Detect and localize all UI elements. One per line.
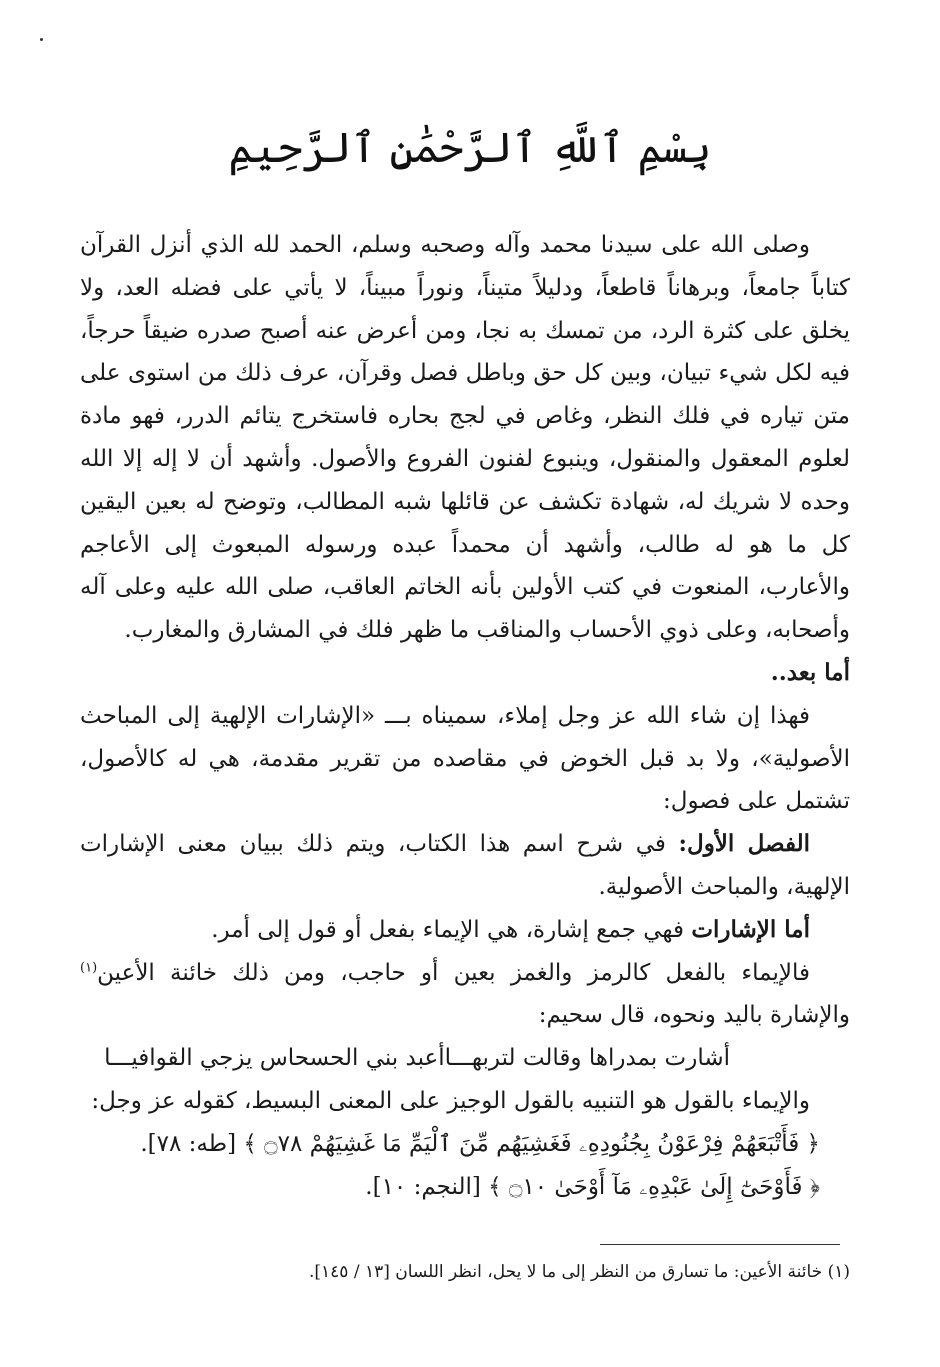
basmala-header: بِسْمِ ٱللَّهِ ٱلرَّحْمَٰنِ ٱلرَّحِيمِ — [228, 123, 712, 172]
isharat-heading: أما الإشارات — [691, 915, 810, 943]
poem-line — [80, 1037, 850, 1080]
opening-paragraph: وصلى الله على سيدنا محمد وآله وصحبه وسلم، الحمد لله الذي أنزل القرآن كتاباً جامعاً، وبرهاناً قاطعاً، ودليلاً متيناً، ونوراً مبيناً، لا يأتي على فضله العد، ولا يخلق على كثرة الرد، من تمسك به نجا، ومن أعرض عنه أصبح صدره ضيقاً حرجاً، فيه لكل شيء تبيان، وبين كل حق وباطل فصل وقرآن، عرف ذلك من استوى على متن تياره في فلك النظر، وغاص في لجج بحاره فاستخرج يتائم الدرر، فهو مادة لعلوم المعقول والمنقول، وينبوع لفنون الفروع والأصول. وأشهد أن لا إله إلا الله وحده لا شريك له، شهادة تكشف عن قائلها شبه المطالب، وتوضح له بعين اليقين كل ما هو له طالب، وأشهد أن محمداً عبده ورسوله المبعوث إلى الأعاجم والأعارب، المنعوت في كتب الأولين بأنه الخاتم العاقب، صلى الله عليه وعلى آله وأصحابه، وعلى ذوي الأحساب والمناقب ما ظهر فلك في المشارق والمغارب. — [80, 232, 850, 644]
footnote: (١) خائنة الأعين: ما تسارق من النظر إلى ما لا يحل، انظر اللسان [١٣ / ١٤٥]. — [308, 1262, 850, 1282]
chapter-one-paragraph — [80, 823, 850, 909]
gesture-text-end: والإشارة باليد ونحوه، قال سحيم: — [538, 1002, 850, 1029]
verse-taha-text: ﴿ فَأَتْبَعَهُمْ فِرْعَوْنُ بِجُنُودِهِۦ فَغَشِيَهُم مِّنَ ٱلْيَمِّ مَا غَشِيَهُمْ ۝٧٨ ﴾ — [243, 1130, 820, 1157]
stray-dot — [40, 38, 43, 41]
introduction-paragraph: فهذا إن شاء الله عز وجل إملاء، سميناه بـــ «الإشارات الإلهية إلى المباحث الأصولية»، ولا بد قبل الخوض في مقاصده من تقرير مقدمة، هي له كالأصول، تشتمل على فصول: — [80, 702, 850, 815]
poem-second-hemistich: أعبد بني الحسحاس يزجي القوافيـــا — [104, 1045, 445, 1072]
footnote-reference: (١) — [80, 959, 98, 975]
gesture-text-start: فالإيماء بالفعل كالرمز والغمز بعين أو حاجب، ومن ذلك خائنة الأعين — [97, 959, 810, 986]
verse-taha-reference: [طه: ٧٨]. — [140, 1130, 244, 1157]
isharat-text: فهي جمع إشارة، هي الإيماء بفعل أو قول إلى أمر. — [211, 916, 692, 943]
quran-verse-taha — [80, 1123, 850, 1166]
poem-first-hemistich: أشارت بمدراها وقالت لتربهـــا — [444, 1045, 730, 1072]
verbal-gesture-paragraph: والإيماء بالقول هو التنبيه بالقول الوجيز على المعنى البسيط، كقوله عز وجل: — [91, 1087, 810, 1114]
gesture-paragraph — [80, 952, 850, 1038]
main-text — [80, 224, 850, 1208]
isharat-paragraph — [80, 909, 850, 952]
quran-verse-najm — [80, 1166, 850, 1209]
footnote-separator — [600, 1244, 840, 1245]
verse-najm-reference: [النجم: ١٠]. — [365, 1173, 489, 1200]
verse-najm-text: ﴿ فَأَوْحَىٰٓ إِلَىٰ عَبْدِهِۦ مَآ أَوْحَىٰ ۝١٠ ﴾ — [488, 1173, 820, 1200]
amma-baad-heading: أما بعد.. — [770, 658, 850, 686]
chapter-one-text: في شرح اسم هذا الكتاب، ويتم ذلك ببيان معنى الإشارات الإلهية، والمباحث الأصولية. — [80, 831, 850, 900]
chapter-one-heading: الفصل الأول: — [678, 830, 810, 858]
